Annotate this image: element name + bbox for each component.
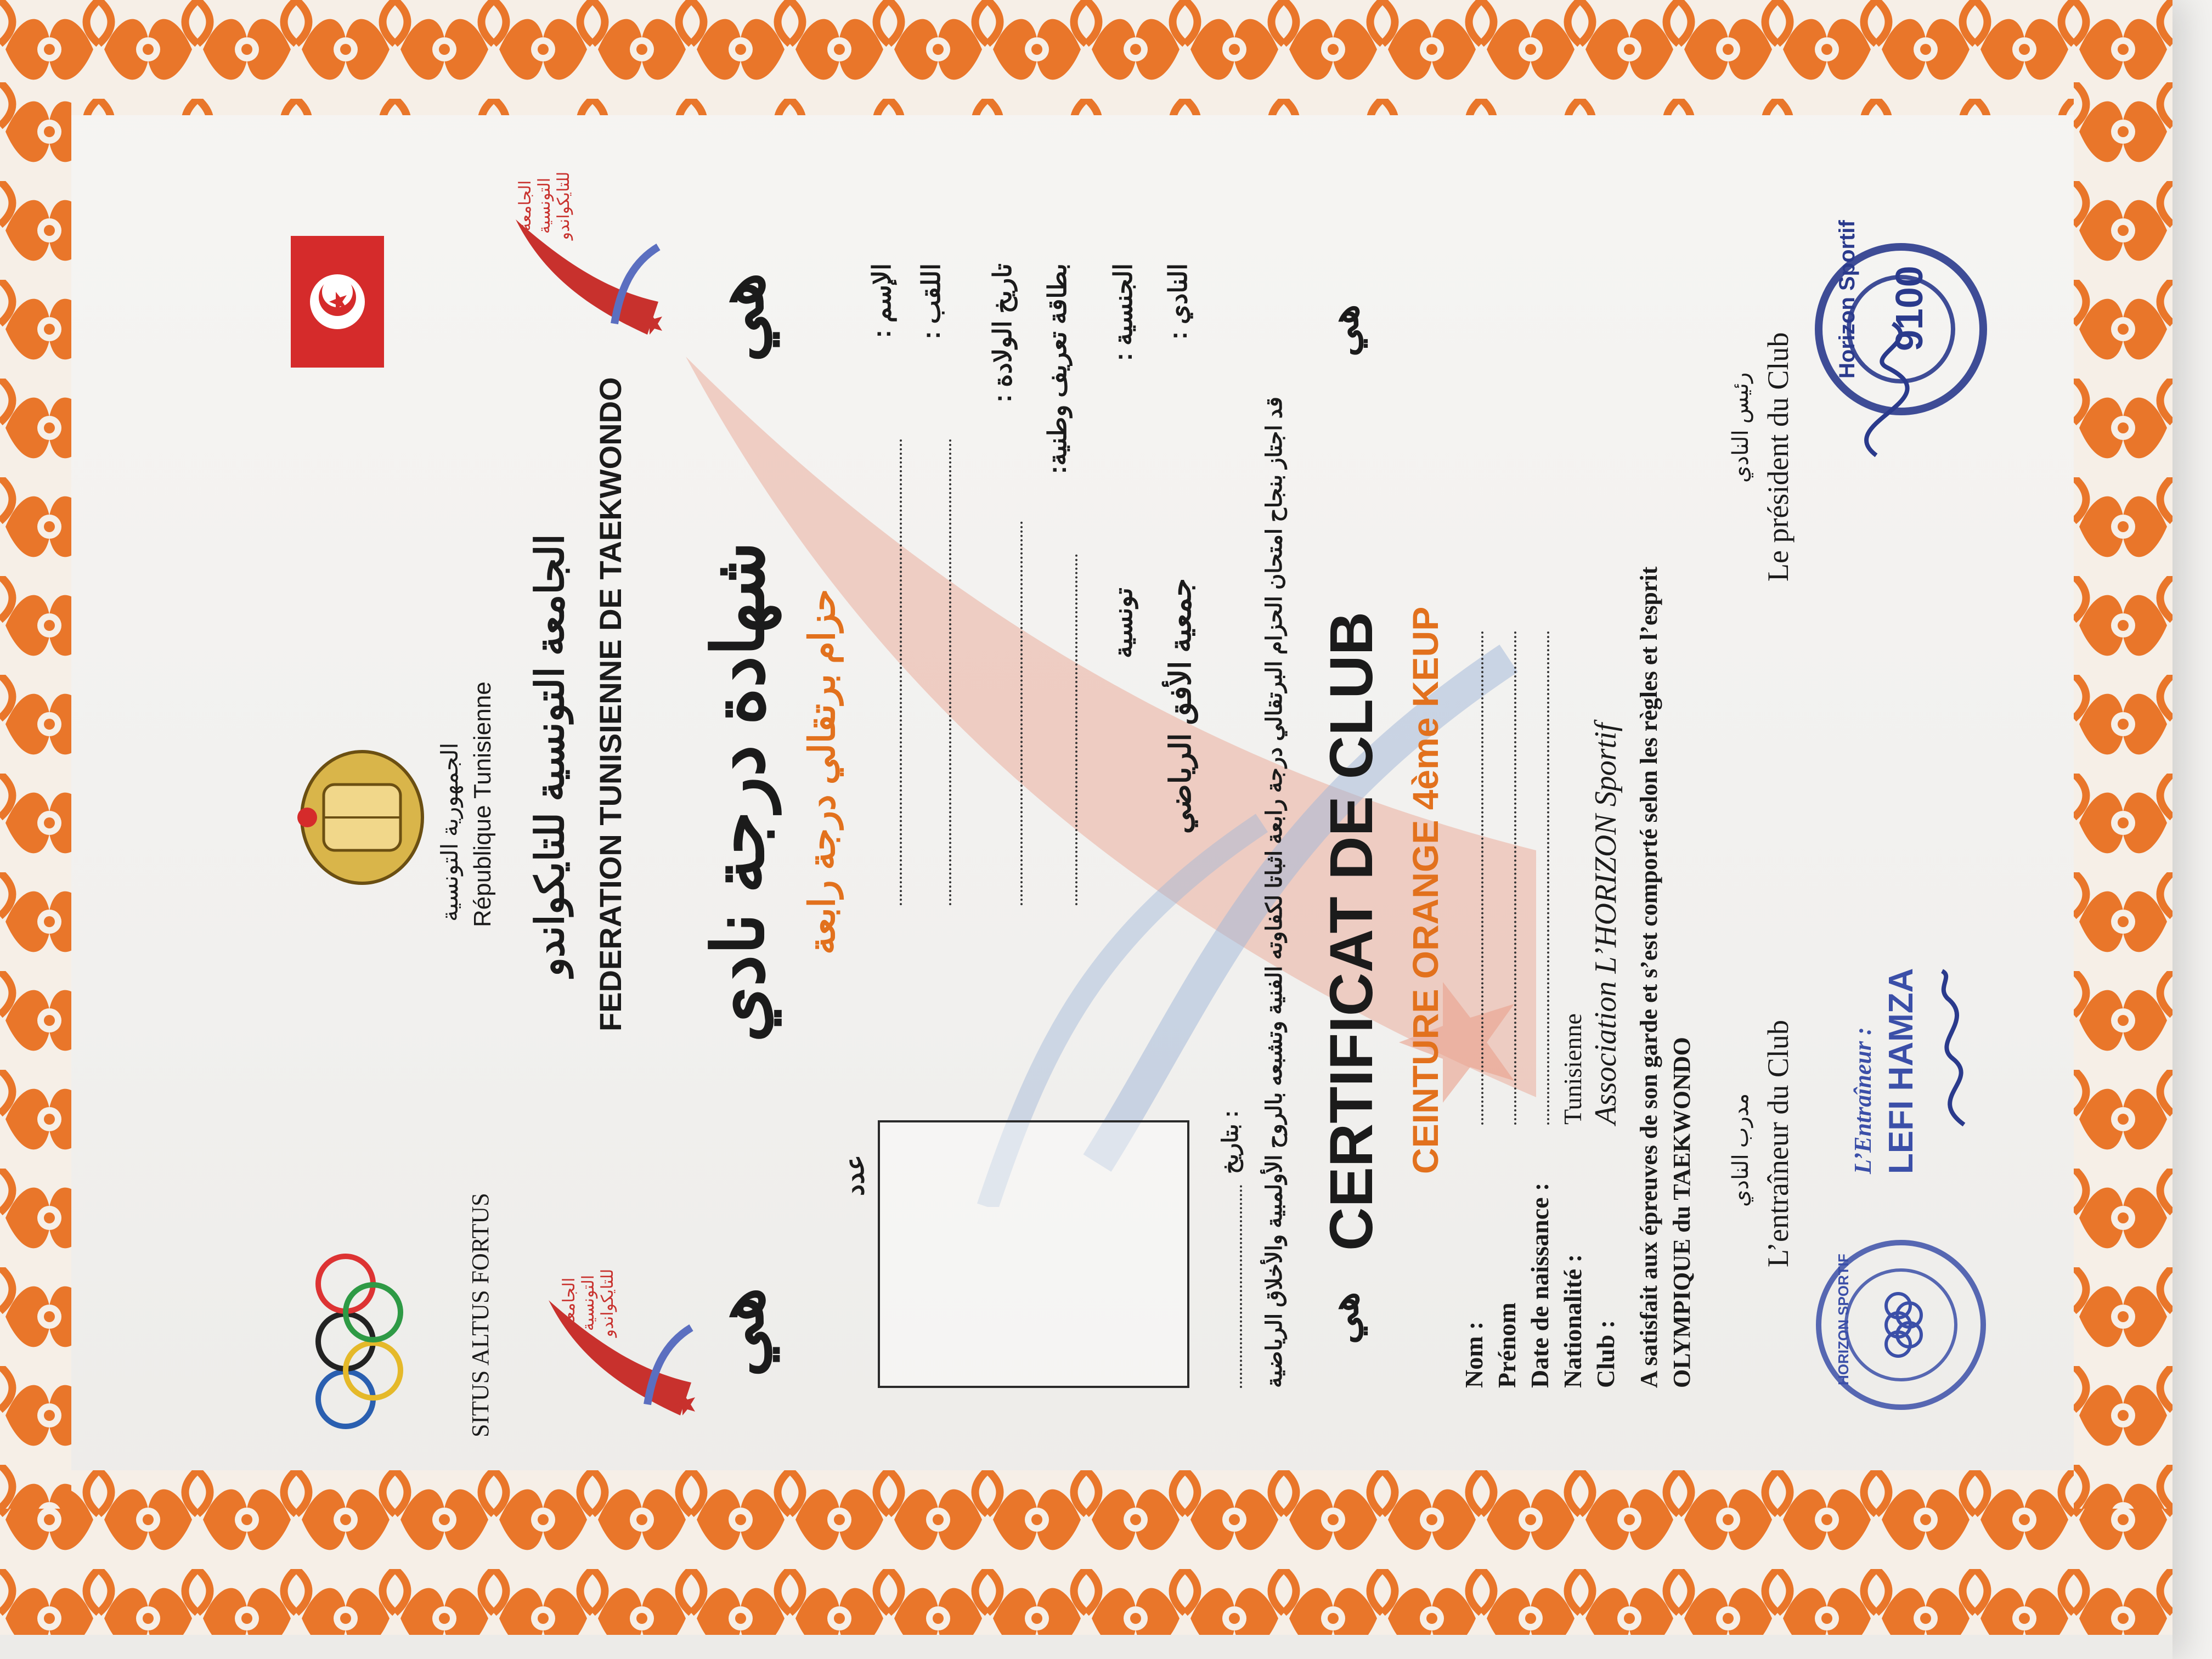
fr-field-nom: Nom : bbox=[1460, 1321, 1488, 1388]
ar-field-id-card: بطاقة تعريف وطنية: bbox=[1043, 263, 1071, 475]
coat-of-arms-icon bbox=[291, 741, 433, 894]
certificate-subtitle-fr: CEINTURE ORANGE 4ème KEUP bbox=[1405, 606, 1446, 1174]
ornamental-border-right bbox=[2074, 82, 2172, 1509]
ar-field-nationality-value: تونسية bbox=[1109, 588, 1137, 658]
certificate-content bbox=[219, 165, 1975, 1481]
ornament-right: ﻫﻲ bbox=[703, 272, 777, 362]
fr-field-nationalite-value: Tunisienne bbox=[1559, 1013, 1587, 1125]
president-label-fr: Le président du Club bbox=[1762, 332, 1795, 582]
fr-field-nom-line bbox=[1481, 631, 1483, 1125]
certificate-title-ar: شهادة درجة نادي bbox=[698, 541, 778, 1042]
ar-field-club: النادي : bbox=[1164, 263, 1192, 340]
fr-statement-2: OLYMPIQUE du TAEKWONDO bbox=[1668, 1037, 1695, 1388]
ar-field-club-value: جمعية الأفق الرياضي bbox=[1164, 578, 1197, 834]
ar-field-birth-line bbox=[1020, 521, 1023, 905]
ar-field-id-card-line bbox=[1075, 554, 1077, 905]
fr-field-date-naissance-line bbox=[1547, 631, 1549, 1125]
federation-logo-left-text: الجامعة التونسية للتايكواندو bbox=[560, 1268, 617, 1338]
federation-logo-right-text: الجامعة التونسية للتايكواندو bbox=[516, 171, 573, 240]
ar-field-name-line bbox=[900, 439, 902, 905]
fr-statement-1: A satisfait aux épreuves de son garde et s’est comporté selon les règles et l’esprit bbox=[1635, 566, 1662, 1388]
trainer-label-fr: L’entraîneur du Club bbox=[1762, 1020, 1795, 1267]
fr-field-club-value: Association L’HORIZON Sportif bbox=[1589, 723, 1623, 1125]
club-stamp-text: HORIZON SPORTIF bbox=[1835, 1254, 1852, 1385]
fr-field-prenom: Prénom bbox=[1493, 1302, 1521, 1388]
tunisia-flag-icon bbox=[291, 236, 384, 368]
trainer-label-ar: مدرب النادي bbox=[1729, 1093, 1753, 1207]
president-stamp-code: 9100 bbox=[1888, 266, 1931, 351]
ar-field-surname-line bbox=[949, 439, 951, 905]
ar-field-date-line bbox=[1240, 1185, 1242, 1388]
photo-box bbox=[878, 1120, 1189, 1388]
certificate-title-fr: CERTIFICAT DE CLUB bbox=[1318, 611, 1385, 1251]
fr-field-date-naissance: Date de naissance : bbox=[1526, 1182, 1554, 1388]
republic-ar: الجمهورية التونسية bbox=[437, 742, 462, 922]
federation-name-fr: FEDERATION TUNISIENNE DE TAEKWONDO bbox=[593, 377, 628, 1031]
republic-fr: République Tunisienne bbox=[469, 681, 496, 927]
ornament-fr-left: ﻫﻲ bbox=[1323, 1291, 1366, 1344]
president-label-ar: رئيس النادي bbox=[1729, 372, 1753, 483]
trainer-stamp-line1: L’Entraîneur : bbox=[1849, 1027, 1876, 1174]
ar-field-surname: اللقب : bbox=[917, 263, 945, 340]
ar-field-birth: تاريخ الولادة : bbox=[988, 263, 1017, 403]
certificate-subtitle-ar: حزام برتقالي درجة رابعة bbox=[802, 589, 842, 955]
ornamental-border-top bbox=[0, 0, 2172, 115]
ar-statement: قد اجتاز بنجاح امتحان الحزام البرتقالي درجة رابعة اثباتا لكفاوته الفنية وتشبعه بالروح الأولمبية والأخلاق الرياضية bbox=[1262, 397, 1286, 1388]
fr-field-club: Club : bbox=[1592, 1320, 1620, 1388]
trainer-signature-icon bbox=[1920, 966, 1986, 1130]
ar-field-date: بتاريخ : bbox=[1218, 1110, 1243, 1174]
ornament-fr-right: ﻫﻲ bbox=[1323, 304, 1366, 357]
olympic-rings-icon bbox=[313, 1251, 406, 1432]
motto-text: SITUS ALTUS FORTUS bbox=[467, 1193, 494, 1437]
fr-field-nationalite: Nationalité : bbox=[1559, 1254, 1587, 1388]
ornamental-border-bottom bbox=[0, 1470, 2172, 1635]
trainer-stamp-line2: LEFI HAMZA bbox=[1882, 968, 1920, 1174]
photo-label: عدد bbox=[840, 1154, 870, 1196]
ar-field-nationality: الجنسية : bbox=[1109, 263, 1137, 362]
federation-name-ar: الجامعة التونسية للتايكواندو bbox=[528, 534, 572, 977]
ornamental-border-left bbox=[0, 82, 71, 1509]
president-stamp-text: Horizon Sportif bbox=[1835, 220, 1859, 379]
ar-field-name: الإسم : bbox=[867, 263, 896, 338]
fr-field-prenom-line bbox=[1514, 631, 1516, 1125]
ornament-left: ﻫﻲ bbox=[703, 1287, 777, 1377]
